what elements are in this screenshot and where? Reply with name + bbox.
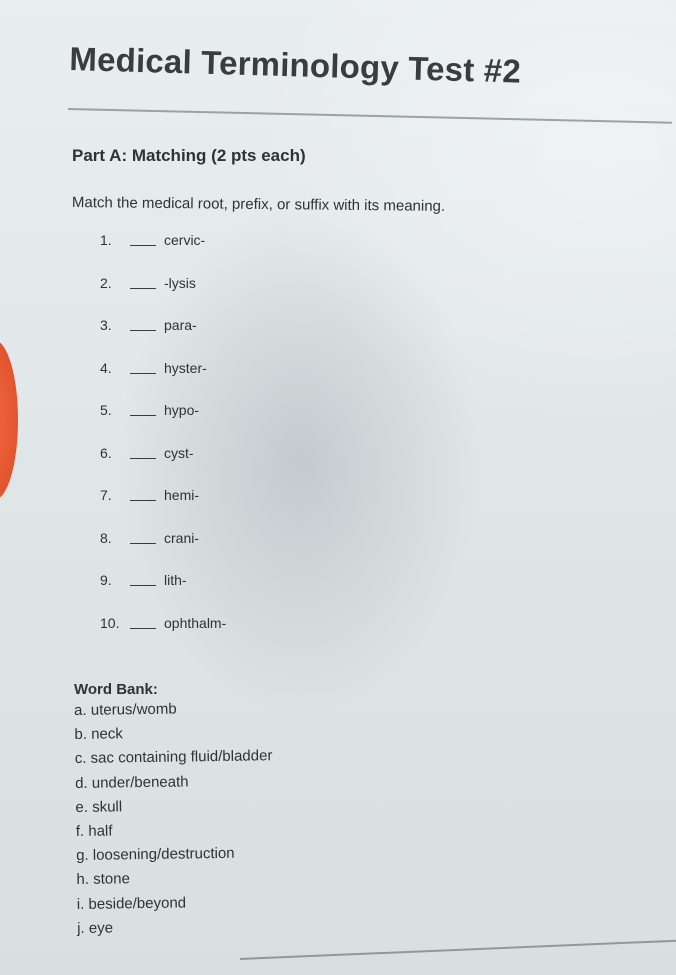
word-bank-item: i. beside/beyond [76,893,187,913]
question-number: 5. [100,402,112,418]
word-bank-item: c. sac containing fluid/bladder [74,747,273,768]
answer-blank[interactable] [130,445,156,459]
question-list [100,232,226,657]
word-bank [74,681,272,944]
question-item [100,232,226,275]
answer-blank[interactable] [130,615,156,629]
part-a-heading: Part A: Matching (2 pts each) [72,146,306,165]
question-term: hemi- [164,487,200,503]
answer-blank[interactable] [130,275,156,289]
question-number: 2. [100,274,112,291]
answer-blank[interactable] [130,232,156,246]
word-bank-item: d. under/beneath [75,772,189,792]
page-bottom-edge [240,940,676,960]
answer-blank[interactable] [130,402,156,416]
question-item [100,402,226,445]
question-item [100,360,226,403]
answer-blank[interactable] [130,317,156,331]
orange-object-edge [0,340,18,500]
word-bank-item: g. loosening/destruction [76,844,235,865]
word-bank-item: j. eye [77,919,114,937]
question-term: lith- [164,572,187,588]
question-number: 4. [100,359,112,376]
test-title: Medical Terminology Test #2 [68,40,522,90]
answer-blank[interactable] [130,572,156,586]
answer-blank[interactable] [130,360,156,374]
word-bank-title: Word Bank: [74,681,158,698]
question-number: 1. [100,232,112,248]
word-bank-list [74,699,275,944]
question-item [100,530,226,573]
word-bank-item: a. uterus/womb [74,700,177,719]
question-term: hypo- [164,402,200,418]
answer-blank[interactable] [130,487,156,501]
question-item [100,317,226,360]
answer-blank[interactable] [130,530,156,544]
word-bank-item: e. skull [75,798,123,816]
question-item [100,487,226,530]
question-term: cervic- [164,232,206,248]
question-term: crani- [164,529,200,546]
word-bank-item: b. neck [74,725,123,744]
question-number: 8. [100,529,112,546]
matching-instructions: Match the medical root, prefix, or suffix with its meaning. [71,194,446,215]
question-item [100,572,226,615]
question-number: 9. [100,572,112,588]
question-number: 10. [100,614,120,631]
title-divider [68,108,672,124]
question-item [100,275,226,318]
question-term: para- [164,317,197,333]
question-term: ophthalm- [164,614,227,631]
word-bank-item: h. stone [76,870,130,889]
question-item [100,445,226,488]
question-term: hyster- [164,359,207,376]
question-number: 6. [100,444,112,461]
question-number: 7. [100,487,112,503]
word-bank-item: f. half [75,822,113,840]
question-item [100,615,226,658]
question-term: -lysis [164,274,196,291]
question-term: cyst- [164,444,194,461]
question-number: 3. [100,317,112,333]
